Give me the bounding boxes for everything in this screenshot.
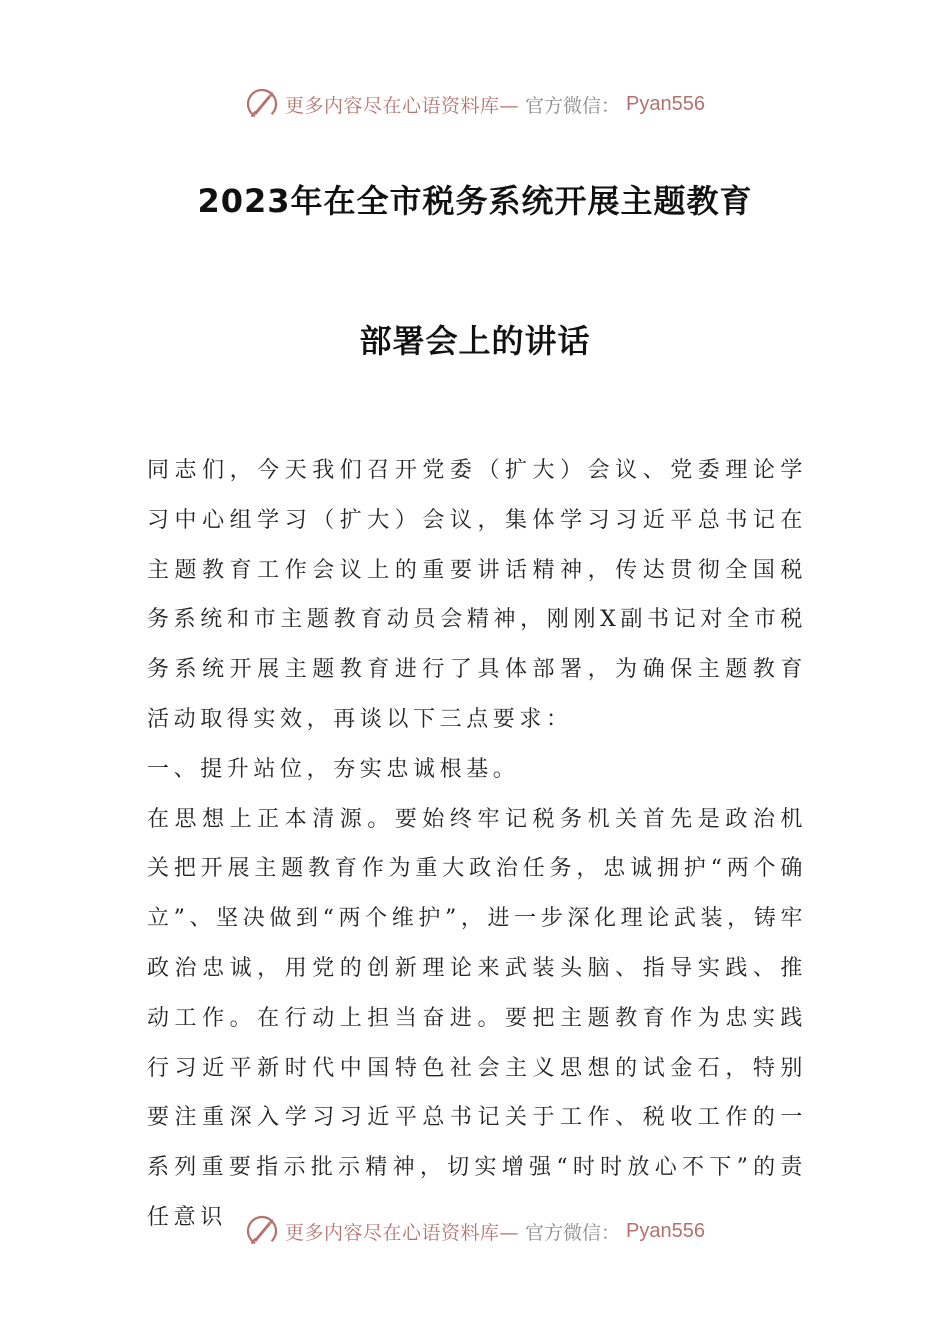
watermark-group bbox=[245, 87, 705, 121]
watermark-group bbox=[245, 1214, 705, 1248]
watermark-site-text: 更多内容尽在心语资料库— bbox=[285, 94, 520, 117]
watermark-wechat-label: 官方微信： bbox=[525, 94, 621, 117]
quill-pen-logo-icon bbox=[245, 1214, 279, 1248]
watermark-wechat-id: Pyan556 bbox=[626, 1219, 705, 1242]
body-paragraph-opening: 同志们，今天我们召开党委（扩大）会议、党委理论学习中心组学习（扩大）会议，集体学习习近平总书记在主题教育工作会议上的重要讲话精神，传达贯彻全国税务系统和市主题教育动员会精神，刚刚X副书记对全市税务系统开展主题教育进行了具体部署，为确保主题教育活动取得实效，再谈以下三点要求： bbox=[147, 458, 807, 732]
section-heading-one: 一、提升站位，夯实忠诚根基。 bbox=[147, 756, 520, 782]
watermark-wechat-id: Pyan556 bbox=[626, 92, 705, 115]
document-body bbox=[147, 446, 807, 1243]
watermark-banner-bottom bbox=[0, 1211, 950, 1251]
watermark-wechat-label: 官方微信： bbox=[525, 1221, 621, 1244]
quill-pen-logo-icon bbox=[245, 87, 279, 121]
watermark-site-text: 更多内容尽在心语资料库— bbox=[285, 1221, 520, 1244]
watermark-banner-top bbox=[0, 84, 950, 124]
document-title-line2: 部署会上的讲话 bbox=[359, 322, 591, 360]
body-paragraph-section-one: 在思想上正本清源。要始终牢记税务机关首先是政治机关把开展主题教育作为重大政治任务，忠诚拥护“两个确立”、坚决做到“两个维护”，进一步深化理论武装，铸牢政治忠诚，用党的创新理论来武装头脑、指导实践、推动工作。在行动上担当奋进。要把主题教育作为忠实践行习近平新时代中国特色社会主义思想的试金石，特别要注重深入学习习近平总书记关于工作、税收工作的一系列重要指示批示精神，切实增强“时时放心不下”的责任意识 bbox=[147, 806, 807, 1230]
document-title-line1: 2023年在全市税务系统开展主题教育 bbox=[197, 182, 753, 220]
